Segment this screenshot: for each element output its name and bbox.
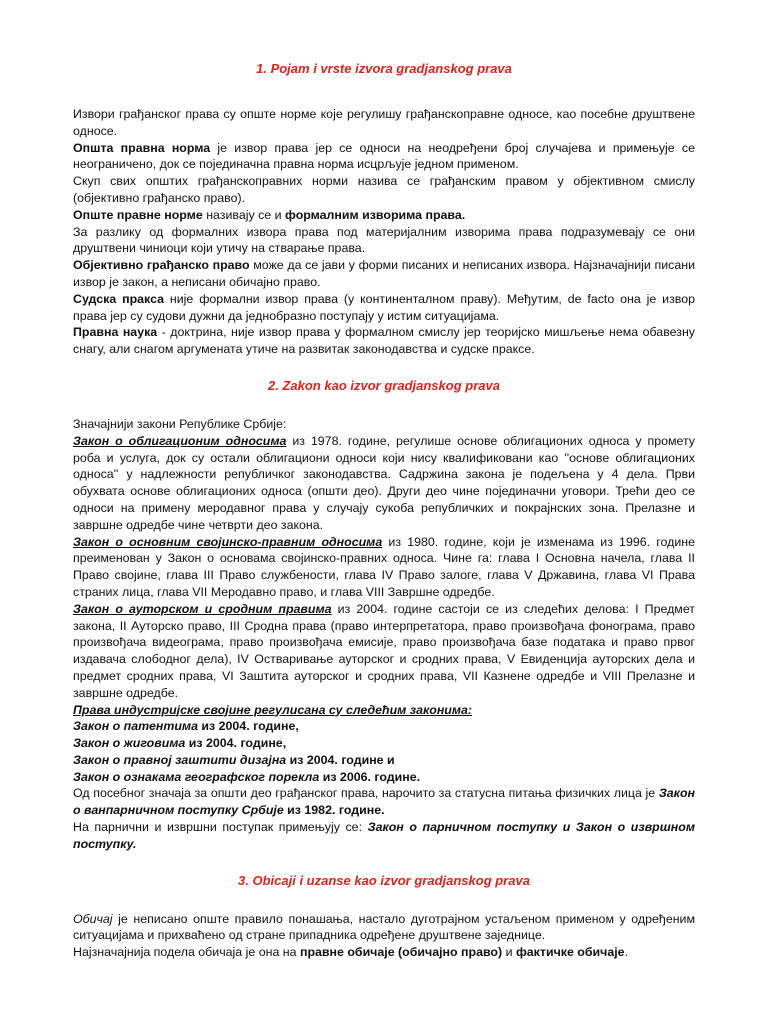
s2-law-3-text: из 2004. године састоји се из следећих делова: I Предмет закона, II Ауторско право, III Сродна права (право интерпретатора, право произвођача фонограма, право произвођача видеограма, право произвођача емисије, право произвођача базе података и право првог издавача слободног дела), IV Остваривање ауторског и сродних права, V Евиденција ауторских дела и предмет сродних права, VI Заштита ауторског и сродних права, VII Казнене одредбе и VIII Прелазне и завршне одредбе. [73,601,695,700]
s3-p1-text: је неписано опште правило понашања, настало дуготрајном устаљеном применом у одређеним ситуацијама и прихваћено од стране припадника одређене друштвене заједнице. [73,911,695,943]
s2-industrial-title-text: Права индустријске својине регулисана су следећим законима: [73,702,473,717]
s1-paragraph-2 [73,140,695,174]
s2-law-3 [73,601,695,702]
s2-last-italic: Закон о парничном поступку и Закон о извршном поступку. [73,820,695,851]
s1-p4-bold2: формалним изворима права. [285,207,466,222]
s2-ind-1-title: Закон о патентима [73,719,198,734]
s3-paragraph-2 [73,944,695,961]
section-1-heading: 1. Pojam i vrste izvora gradjanskog prava [256,61,512,76]
s1-paragraph-8 [73,324,695,358]
s2-law-2-text: из 1980. године, који је изменама из 1996. године преименован у Закон о основама својинско-правних односа. Чине га: глава I Основна начела, глава II Право својине, глава III Право службености, глава IV Право залоге, глава V Државина, глава VI Права страних лица, глава VII Меродавно право, и глава VIII Завршне одредбе. [73,534,696,599]
s2-ind-3-rest: из 2004. године и [286,752,395,767]
s2-ind-4-title: Закон о ознакама географског порекла [73,769,320,784]
s3-p2-end: . [624,945,629,960]
s2-industrial-title [73,702,695,719]
s2-ind-1-rest: из 2004. године, [197,719,299,734]
s2-special-end: из 1982. године. [283,803,385,818]
s2-industrial-law-2 [73,735,695,752]
s1-paragraph-1: Извори грађанског права су опште норме које регулишу грађанскоправне односе, као посебне друштвене односе. [73,107,695,138]
s2-ind-2-rest: из 2004. године, [185,736,287,751]
section-3-heading: 3. Obicaji i uzanse kao izvor gradjanskog prava [238,872,530,888]
s2-law-3-title: Закон о ауторском и сродним правима [73,601,332,616]
s1-paragraph-3: Скуп свих општих грађанскоправних норми назива се грађанским правом у објективном смислу (објективно грађанско право). [73,174,695,205]
s1-p8-bold: Правна наука [73,325,158,340]
s1-p4-mid: називају се и [202,207,286,222]
s2-special-start: Од посебног значаја за општи део грађанског права, нарочито за статусна питања физичких лица је [73,786,659,801]
s2-special-paragraph [73,785,695,819]
s2-last-start: На парнични и извршни поступак примењују се: [73,820,368,835]
s3-p2-start: Најзначајнија подела обичаја је она на [73,945,300,960]
s1-p6-bold: Објективно грађанско право [73,258,250,273]
s2-law-1-text: из 1978. године, регулише основе облигационих односа у промету роба и услуга, док су остали облигациони односи који нису квалификовани као ''основе облигационих односа'' у надлежности републичког законодавства. Садржина закона је подељена у 4 дела. Први обухвата основе облигационих односа (општи део). Други део чине појединачни уговори. Трећи део се односи на примену меродавног права у случају сукоба републичких и покрајнских зона. Прелазне и завршне одредбе чине четврти део закона. [73,433,695,532]
s1-p7-text: није формални извор права (у континенталном праву). Међутим, de facto она је извор права јер су судови дужни да једнобразно поступају у истим ситуацијама. [73,291,696,323]
s1-paragraph-4 [73,207,695,224]
s3-p2-mid: и [502,945,516,960]
document-page [73,60,695,961]
s1-p6-text: може да се јави у форми писаних и неписаних извора. Најзначајнији писани извор је закон, а неписани обичајно право. [73,258,695,289]
s2-industrial-law-4 [73,769,695,786]
s2-law-2 [73,534,695,601]
s1-paragraph-7 [73,291,695,325]
s1-p8-text: - доктрина, није извор права у формалном смислу јер теоријско мишљење нема обавезну снагу, али снагом аргумената утиче на развитак законодавства и судске праксе. [73,325,695,357]
s1-p4-bold1: Опште правне норме [73,207,203,222]
s3-p2-bold2: фактичке обичаје [515,945,625,960]
section-2-heading: 2. Zakon kao izvor gradjanskog prava [268,377,500,393]
s2-law-2-title: Закон о основним својинско-правним односима [73,534,383,549]
s1-p2-text: је извор права јер се односи на неодређени број случајева и примењује се неограничено, док се појединачна правна норма исцрљује једном применом. [73,140,695,172]
s1-paragraph-6 [73,257,695,291]
s3-paragraph-1 [73,911,695,945]
s2-last-paragraph [73,819,695,853]
s2-industrial-law-3 [73,752,695,769]
s2-industrial-law-1 [73,718,695,735]
s2-law-1 [73,433,695,534]
s2-law-1-title: Закон о облигационим односима [73,433,287,448]
s2-ind-4-rest: из 2006. године. [319,769,421,784]
s1-p2-bold: Општа правна норма [73,140,211,155]
s2-ind-2-title: Закон о жиговима [73,736,186,751]
s3-p2-bold1: правне обичаје (обичајно право) [299,945,503,960]
s1-paragraph-5: За разлику од формалних извора права под материјалним изворима права подразумевају се они друштвени чиниоци који утичу на стварање права. [73,224,695,256]
s2-intro: Значајнији закони Републике Србије: [73,416,287,431]
s3-p1-italic: Обичај [73,911,113,926]
s2-special-title: Закон о ванпарничном поступку Србије [73,786,695,818]
s1-p7-bold: Судска пракса [73,291,165,306]
s2-ind-3-title: Закон о правној заштити дизајна [73,752,287,767]
